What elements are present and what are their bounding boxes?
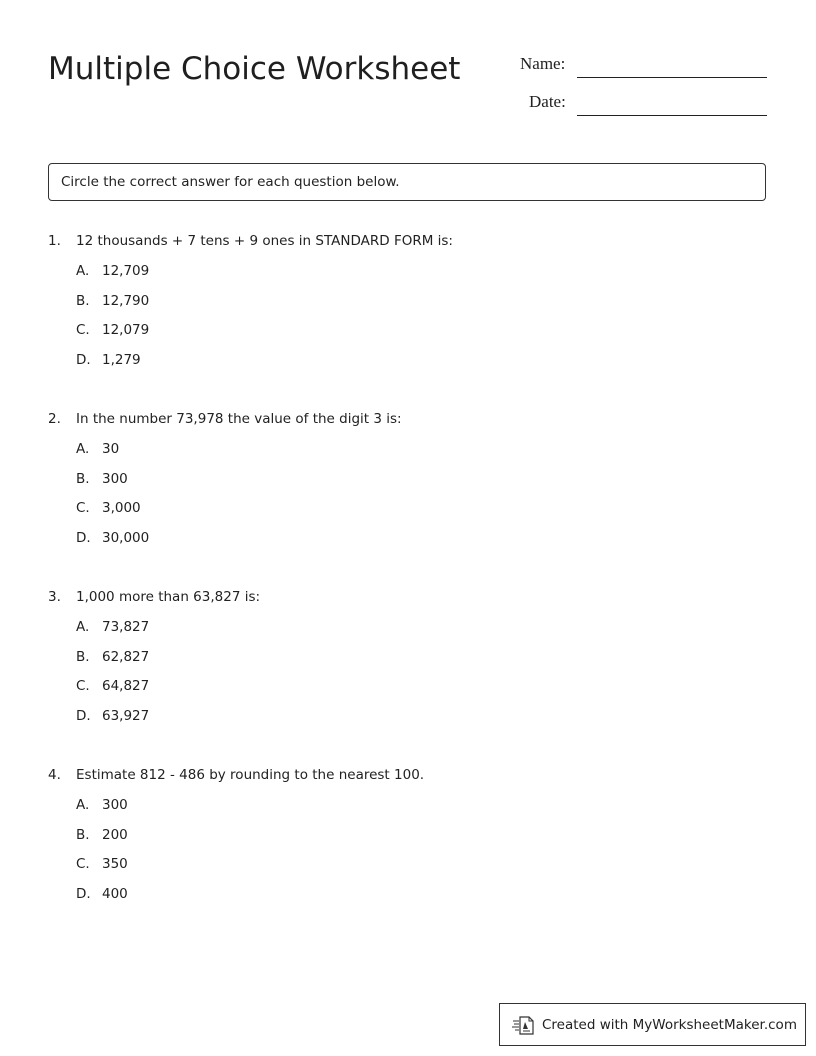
- question-number: 2.: [48, 411, 61, 427]
- option-d[interactable]: [76, 350, 376, 380]
- option-a[interactable]: [76, 617, 376, 647]
- option-b[interactable]: [76, 469, 376, 499]
- date-line[interactable]: [577, 115, 767, 116]
- option-letter: A.: [76, 263, 90, 279]
- option-letter: B.: [76, 826, 90, 843]
- page-title: Multiple Choice Worksheet: [48, 51, 461, 87]
- option-text: 73,827: [102, 619, 150, 635]
- option-letter: C.: [76, 856, 90, 872]
- option-text: 12,709: [102, 263, 150, 279]
- option-d[interactable]: [76, 884, 376, 914]
- option-text: 300: [102, 797, 128, 813]
- question-number: 3.: [48, 589, 61, 605]
- option-letter: C.: [76, 500, 90, 516]
- option-text: 30: [102, 441, 120, 457]
- question-1: [48, 231, 768, 368]
- option-letter: A.: [76, 619, 90, 635]
- option-letter: D.: [76, 529, 91, 546]
- answer-options: [76, 261, 376, 379]
- option-text: 12,790: [102, 292, 150, 309]
- option-a[interactable]: [76, 795, 376, 825]
- option-letter: B.: [76, 292, 90, 309]
- question-number: 1.: [48, 233, 61, 249]
- myworksheetmaker-logo-icon: [512, 1014, 536, 1036]
- question-prompt: [48, 231, 768, 251]
- option-text: 62,827: [102, 648, 150, 665]
- name-line[interactable]: [577, 77, 767, 78]
- option-c[interactable]: [76, 320, 376, 350]
- question-prompt: [48, 409, 768, 429]
- option-text: 1,279: [102, 351, 141, 368]
- question-text: 12 thousands + 7 tens + 9 ones in STANDARD FORM is:: [76, 233, 453, 249]
- question-text: Estimate 812 - 486 by rounding to the nearest 100.: [76, 767, 425, 783]
- question-4: [48, 765, 768, 902]
- option-d[interactable]: [76, 706, 376, 736]
- option-text: 350: [102, 856, 128, 872]
- option-letter: D.: [76, 885, 91, 902]
- question-prompt: [48, 587, 768, 607]
- option-letter: B.: [76, 648, 90, 665]
- option-a[interactable]: [76, 261, 376, 291]
- question-prompt: [48, 765, 768, 785]
- option-letter: C.: [76, 322, 90, 338]
- question-2: [48, 409, 768, 546]
- option-letter: A.: [76, 797, 90, 813]
- option-text: 3,000: [102, 500, 141, 516]
- option-b[interactable]: [76, 825, 376, 855]
- option-c[interactable]: [76, 498, 376, 528]
- footer-badge[interactable]: [499, 1003, 806, 1046]
- option-text: 12,079: [102, 322, 150, 338]
- option-b[interactable]: [76, 291, 376, 321]
- question-number: 4.: [48, 767, 61, 783]
- option-text: 63,927: [102, 707, 150, 724]
- option-letter: A.: [76, 441, 90, 457]
- option-b[interactable]: [76, 647, 376, 677]
- option-letter: D.: [76, 707, 91, 724]
- footer-text: Created with MyWorksheetMaker.com: [542, 1016, 797, 1033]
- option-c[interactable]: [76, 676, 376, 706]
- option-text: 400: [102, 885, 128, 902]
- option-c[interactable]: [76, 854, 376, 884]
- answer-options: [76, 617, 376, 735]
- answer-options: [76, 795, 376, 913]
- question-text: In the number 73,978 the value of the digit 3 is:: [76, 411, 402, 427]
- option-text: 30,000: [102, 529, 150, 546]
- option-d[interactable]: [76, 528, 376, 558]
- option-a[interactable]: [76, 439, 376, 469]
- instructions-text: Circle the correct answer for each question below.: [61, 174, 400, 190]
- question-text: 1,000 more than 63,827 is:: [76, 589, 261, 605]
- answer-options: [76, 439, 376, 557]
- question-3: [48, 587, 768, 724]
- option-text: 300: [102, 470, 128, 487]
- option-letter: B.: [76, 470, 90, 487]
- name-label: Name:: [520, 54, 566, 73]
- option-letter: D.: [76, 351, 91, 368]
- instructions-box: [48, 163, 766, 201]
- date-label: Date:: [529, 92, 566, 111]
- option-text: 64,827: [102, 678, 150, 694]
- option-letter: C.: [76, 678, 90, 694]
- option-text: 200: [102, 826, 128, 843]
